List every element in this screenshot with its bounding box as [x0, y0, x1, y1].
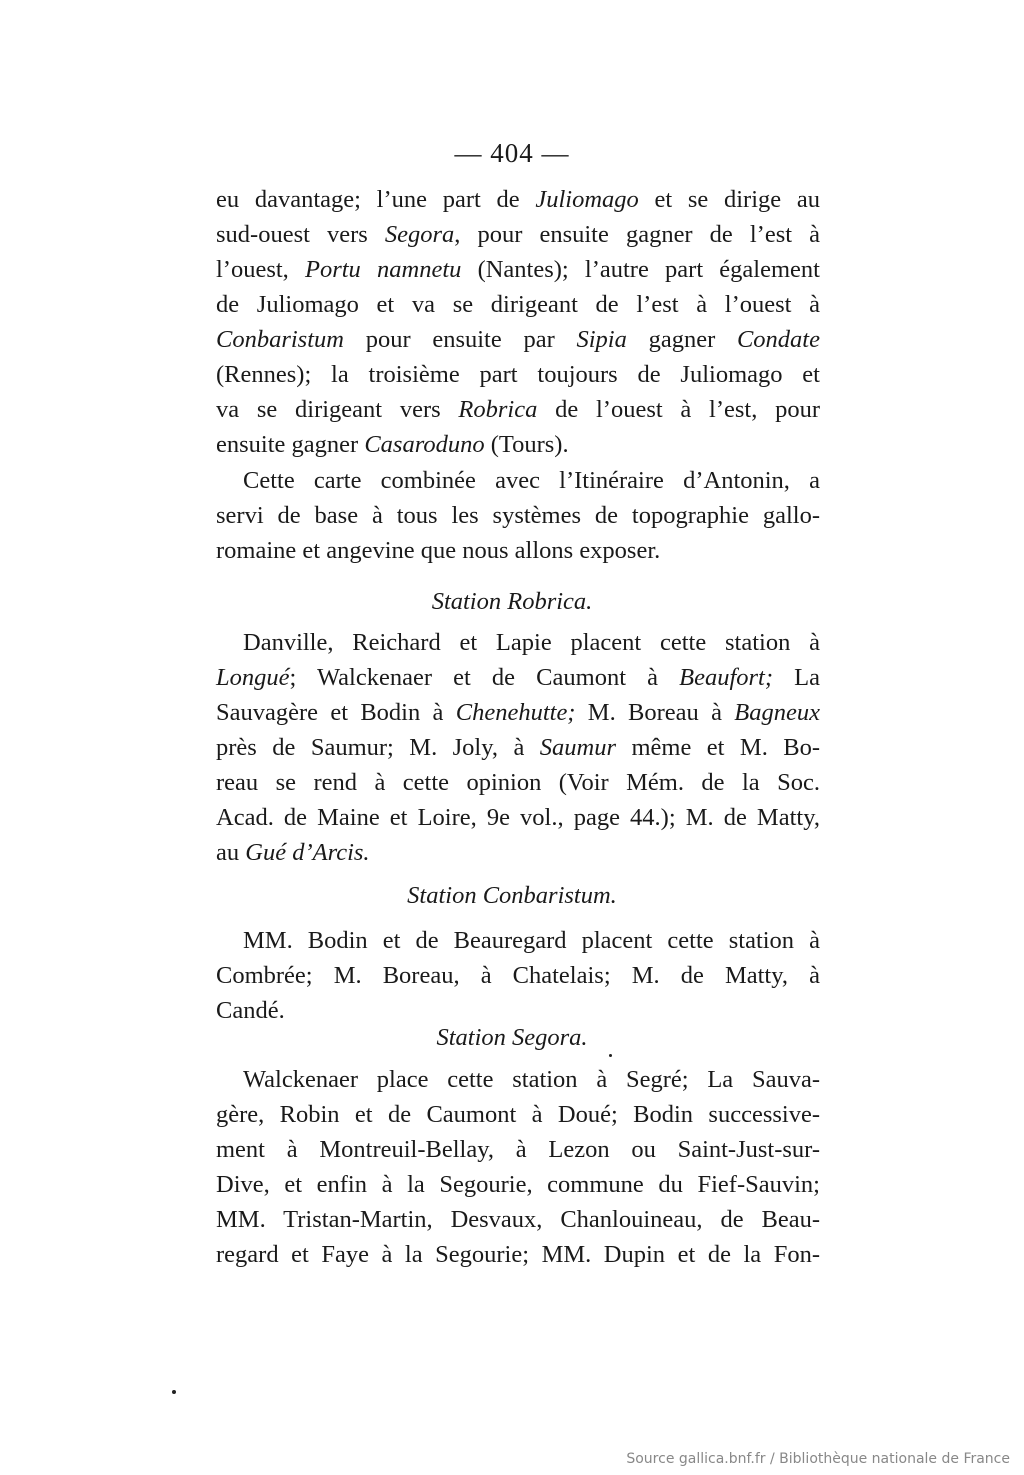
- text-run: sud-ouest vers: [216, 221, 385, 248]
- italic-term: Chenehutte;: [455, 699, 576, 726]
- text-line: [243, 924, 820, 958]
- text-run: Station Segora.: [436, 1024, 588, 1051]
- text-line: [216, 1168, 820, 1202]
- text-run: l’ouest,: [216, 256, 305, 283]
- italic-term: Robrica: [458, 396, 538, 423]
- text-line: [216, 1203, 820, 1237]
- text-line: [216, 183, 820, 217]
- text-run: Cette carte combinée avec l’Itinéraire d’Antonin, a: [243, 467, 820, 494]
- text-line: [243, 626, 820, 660]
- italic-term: Beaufort;: [679, 664, 774, 691]
- text-run: regard et Faye à la Segourie; MM. Dupin et de la Fon-: [216, 1241, 820, 1268]
- text-run: au: [216, 839, 246, 866]
- text-line: [216, 499, 820, 533]
- source-credit: Source gallica.bnf.fr / Bibliothèque nationale de France: [626, 1451, 1010, 1467]
- text-run: MM. Tristan-Martin, Desvaux, Chanlouineau, de Beau-: [216, 1206, 820, 1233]
- section-heading: [0, 1021, 1024, 1055]
- section-heading: [0, 879, 1024, 913]
- text-run: eu davantage; l’une part de: [216, 186, 536, 213]
- italic-term: Conbaristum: [216, 326, 344, 353]
- italic-term: Bagneux: [734, 699, 820, 726]
- text-line: [216, 534, 820, 568]
- text-line: [216, 766, 820, 800]
- text-line: [216, 731, 820, 765]
- italic-term: Gué d’Arcis.: [245, 839, 370, 866]
- text-run: pour ensuite par: [343, 326, 577, 353]
- text-run: ; Walckenaer et de Caumont à: [289, 664, 680, 691]
- text-run: ment à Montreuil-Bellay, à Lezon ou Saint-Just-sur-: [216, 1136, 820, 1163]
- ink-speck: [172, 1390, 176, 1394]
- italic-term: Juliomago: [535, 186, 639, 213]
- text-run: gagner: [626, 326, 737, 353]
- text-run: Sauvagère et Bodin à: [216, 699, 456, 726]
- italic-term: Longué: [216, 664, 290, 691]
- text-run: (Rennes); la troisième part toujours de Juliomago et: [216, 361, 820, 388]
- text-line: [216, 1098, 820, 1132]
- text-run: Station Robrica.: [431, 588, 593, 615]
- text-run: Candé.: [216, 997, 285, 1024]
- section-heading: [0, 585, 1024, 619]
- text-line: [216, 428, 820, 462]
- text-run: de l’ouest à l’est, pour: [537, 396, 820, 423]
- italic-term: Saumur: [539, 734, 617, 761]
- page-number: — 404 —: [454, 138, 570, 168]
- text-line: [216, 358, 820, 392]
- text-line: [216, 1133, 820, 1167]
- text-run: reau se rend à cette opinion (Voir Mém. de la Soc.: [216, 769, 820, 796]
- text-line: [216, 393, 820, 427]
- text-run: va se dirigeant vers: [216, 396, 459, 423]
- text-line: [216, 801, 820, 835]
- text-run: Acad. de Maine et Loire, 9e vol., page 44.); M. de Matty,: [216, 804, 820, 831]
- text-run: MM. Bodin et de Beauregard placent cette station à: [243, 927, 820, 954]
- text-run: Danville, Reichard et Lapie placent cette station à: [243, 629, 820, 656]
- italic-term: Casaroduno: [364, 431, 485, 458]
- text-run: La: [773, 664, 820, 691]
- text-run: (Tours).: [484, 431, 569, 458]
- text-run: romaine et angevine que nous allons exposer.: [216, 537, 661, 564]
- italic-term: Segora: [384, 221, 455, 248]
- italic-term: Sipia: [576, 326, 627, 353]
- text-run: (Nantes); l’autre part également: [461, 256, 820, 283]
- text-line: [216, 218, 820, 252]
- text-line: [216, 288, 820, 322]
- italic-term: Portu namnetu: [305, 256, 462, 283]
- text-line: [216, 323, 820, 357]
- text-run: ensuite gagner: [216, 431, 365, 458]
- text-line: [216, 661, 820, 695]
- text-run: M. Boreau à: [575, 699, 735, 726]
- text-line: [216, 1238, 820, 1272]
- text-line: [216, 959, 820, 993]
- ink-speck: [609, 1054, 612, 1057]
- text-line: [243, 1063, 820, 1097]
- text-run: même et M. Bo-: [616, 734, 821, 761]
- text-run: de Juliomago et va se dirigeant de l’est à l’ouest à: [216, 291, 820, 318]
- text-line: [216, 836, 820, 870]
- text-run: Station Conbaristum.: [407, 882, 617, 909]
- text-run: gère, Robin et de Caumont à Doué; Bodin successive-: [216, 1101, 820, 1128]
- text-line: [216, 696, 820, 730]
- text-run: près de Saumur; M. Joly, à: [216, 734, 540, 761]
- italic-term: Condate: [736, 326, 820, 353]
- text-run: Dive, et enfin à la Segourie, commune du Fief-Sauvin;: [216, 1171, 820, 1198]
- text-run: servi de base à tous les systèmes de topographie gallo-: [216, 502, 820, 529]
- text-line: [216, 253, 820, 287]
- text-line: [243, 464, 820, 498]
- text-run: Walckenaer place cette station à Segré; La Sauva-: [243, 1066, 820, 1093]
- text-run: Combrée; M. Boreau, à Chatelais; M. de Matty, à: [216, 962, 820, 989]
- text-run: , pour ensuite gagner de l’est à: [454, 221, 820, 248]
- text-run: et se dirige au: [638, 186, 820, 213]
